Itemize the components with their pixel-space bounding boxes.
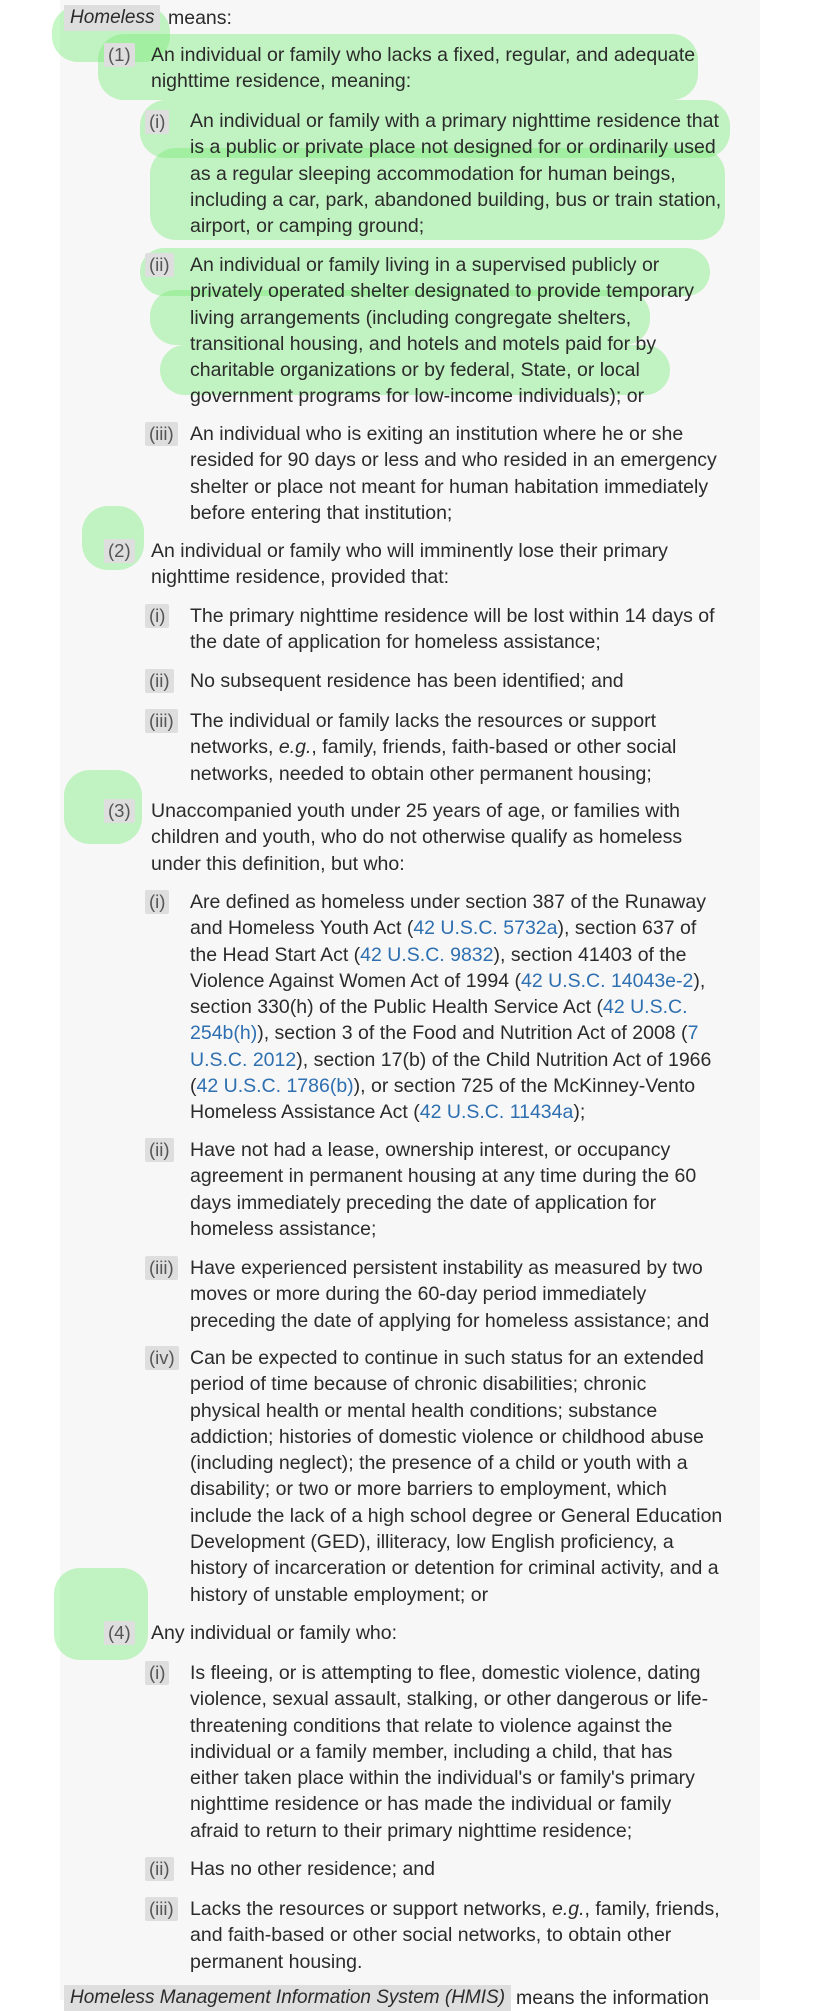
subitem-label[interactable]: (i) (145, 890, 169, 914)
citation-link[interactable]: 7 (687, 1022, 699, 1045)
item-3-iv-text: Can be expected to continue in such status for an extended period of time because of chronic disabilities; chronic physical health or mental health conditions; substance addiction; histories of domestic violence or childhood abuse (including neglect); the presence of a child or youth with a disability; or two or more barriers to employment, which include the lack of a high school degree or General Education Development (GED), illiteracy, low English proficiency, a history of incarceration or detention for criminal activity, and a history of unstable employment; or (190, 1347, 723, 1606)
subitem-label[interactable]: (i) (145, 110, 169, 134)
item-label[interactable]: (4) (104, 1621, 135, 1645)
subitem-label[interactable]: (iv) (145, 1346, 179, 1370)
citation-link[interactable]: 42 U.S.C. (602, 996, 688, 1019)
item-1-text: An individual or family who lacks a fixed, regular, and adequate nighttime residence, meaning: (151, 44, 696, 93)
citation-link[interactable]: 42 U.S.C. 14043e-2 (521, 969, 694, 992)
item-2-text: An individual or family who will imminently lose their primary nighttime residence, provided that: (151, 540, 668, 589)
subitem-label[interactable]: (i) (145, 604, 169, 628)
citation-link[interactable]: 42 U.S.C. 11434a (419, 1101, 574, 1124)
subitem-label[interactable]: (ii) (145, 253, 174, 277)
next-definition-text: means the information (516, 1987, 709, 2009)
item-3-i-text: Are defined as homeless under section 387 of the Runaway and Homeless Youth Act (42 U.S.C. 5732a), section 637 of the Head Start Act (42 U.S.C. 9832), section 41403 of the Violence Against Women Act of 1994 (42 U.S.C. 14043e-2), section 330(h) of the Public Health Service Act (42 U.S.C. 254b(h)), section 3 of the Food and Nutrition Act of 2008 (7 U.S.C. 2012), section 17(b) of the Child Nutrition Act of 1966 (42 U.S.C. 1786(b)), or section 725 of the McKinney-Vento Homeless Assistance Act (42 U.S.C. 11434a); (190, 891, 712, 1124)
item-2-ii-text: No subsequent residence has been identified; and (190, 670, 624, 692)
citation-link[interactable]: 42 U.S.C. 9832 (360, 943, 494, 966)
citation-link[interactable]: 42 U.S.C. 5732a (413, 917, 558, 940)
subitem-label[interactable]: (iii) (145, 1256, 178, 1280)
subitem-label[interactable]: (i) (145, 1661, 169, 1685)
item-3-iii-text: Have experienced persistent instability as measured by two moves or more during the 60-day period immediately preceding the date of applying for homeless assistance; and (190, 1257, 710, 1332)
citation-link[interactable]: 254b(h) (190, 1022, 258, 1045)
next-defined-term[interactable]: Homeless Management Information System (HMIS) (64, 1985, 511, 2011)
item-1-iii-text: An individual who is exiting an institution where he or she resided for 90 days or less and who resided in an emergency shelter or place not meant for human habitation immediately before entering that institution; (190, 423, 717, 524)
highlight-mark (54, 1568, 148, 1660)
item-4-iii-text: Lacks the resources or support networks, e.g., family, friends, and faith-based or other social networks, to obtain other permanent housing. (190, 1898, 720, 1973)
item-2-i-text: The primary nighttime residence will be lost within 14 days of the date of application for homeless assistance; (190, 605, 715, 654)
subitem-label[interactable]: (iii) (145, 709, 178, 733)
item-4-text: Any individual or family who: (151, 1622, 398, 1644)
item-3-ii-text: Have not had a lease, ownership interest, or occupancy agreement in permanent housing at any time during the 60 days immediately preceding the date of application for homeless assistance; (190, 1139, 697, 1240)
item-label[interactable]: (3) (104, 799, 135, 823)
item-1-ii-text: An individual or family living in a supervised publicly or privately operated shelter designated to provide temporary living arrangements (including congregate shelters, transitional housing, and hotels and motels paid for by charitable organizations or by federal, State, or local government programs for low-income individuals); or (190, 254, 695, 408)
means-text: means: (168, 7, 232, 29)
subitem-label[interactable]: (ii) (145, 1857, 174, 1881)
item-label[interactable]: (2) (104, 539, 135, 563)
subitem-label[interactable]: (iii) (145, 422, 178, 446)
subitem-label[interactable]: (ii) (145, 1138, 174, 1162)
item-2-iii-text: The individual or family lacks the resources or support networks, e.g., family, friends, faith-based or other social networks, needed to obtain other permanent housing; (190, 710, 677, 785)
citation-link[interactable]: 42 U.S.C. 1786(b) (196, 1075, 354, 1098)
defined-term[interactable]: Homeless (64, 5, 160, 31)
item-4-ii-text: Has no other residence; and (190, 1858, 435, 1880)
item-label[interactable]: (1) (104, 43, 135, 67)
citation-link[interactable]: U.S.C. 2012 (190, 1048, 297, 1071)
item-1-i-text: An individual or family with a primary nighttime residence that is a public or private place not designed for or ordinarily used as a regular sleeping accommodation for human beings, including a car, park, abandoned building, bus or train station, airport, or camping ground; (190, 110, 722, 238)
subitem-label[interactable]: (iii) (145, 1897, 178, 1921)
item-3-text: Unaccompanied youth under 25 years of age, or families with children and youth, who do not otherwise qualify as homeless under this definition, but who: (151, 800, 683, 875)
subitem-label[interactable]: (ii) (145, 669, 174, 693)
item-4-i-text: Is fleeing, or is attempting to flee, domestic violence, dating violence, sexual assault, stalking, or other dangerous or life- threatening conditions that relate to violence against the individual or a family member, including a child, that has either taken place within the individual's or family's primary nighttime residence or has made the individual or family afraid to return to their primary nighttime residence; (190, 1662, 709, 1842)
